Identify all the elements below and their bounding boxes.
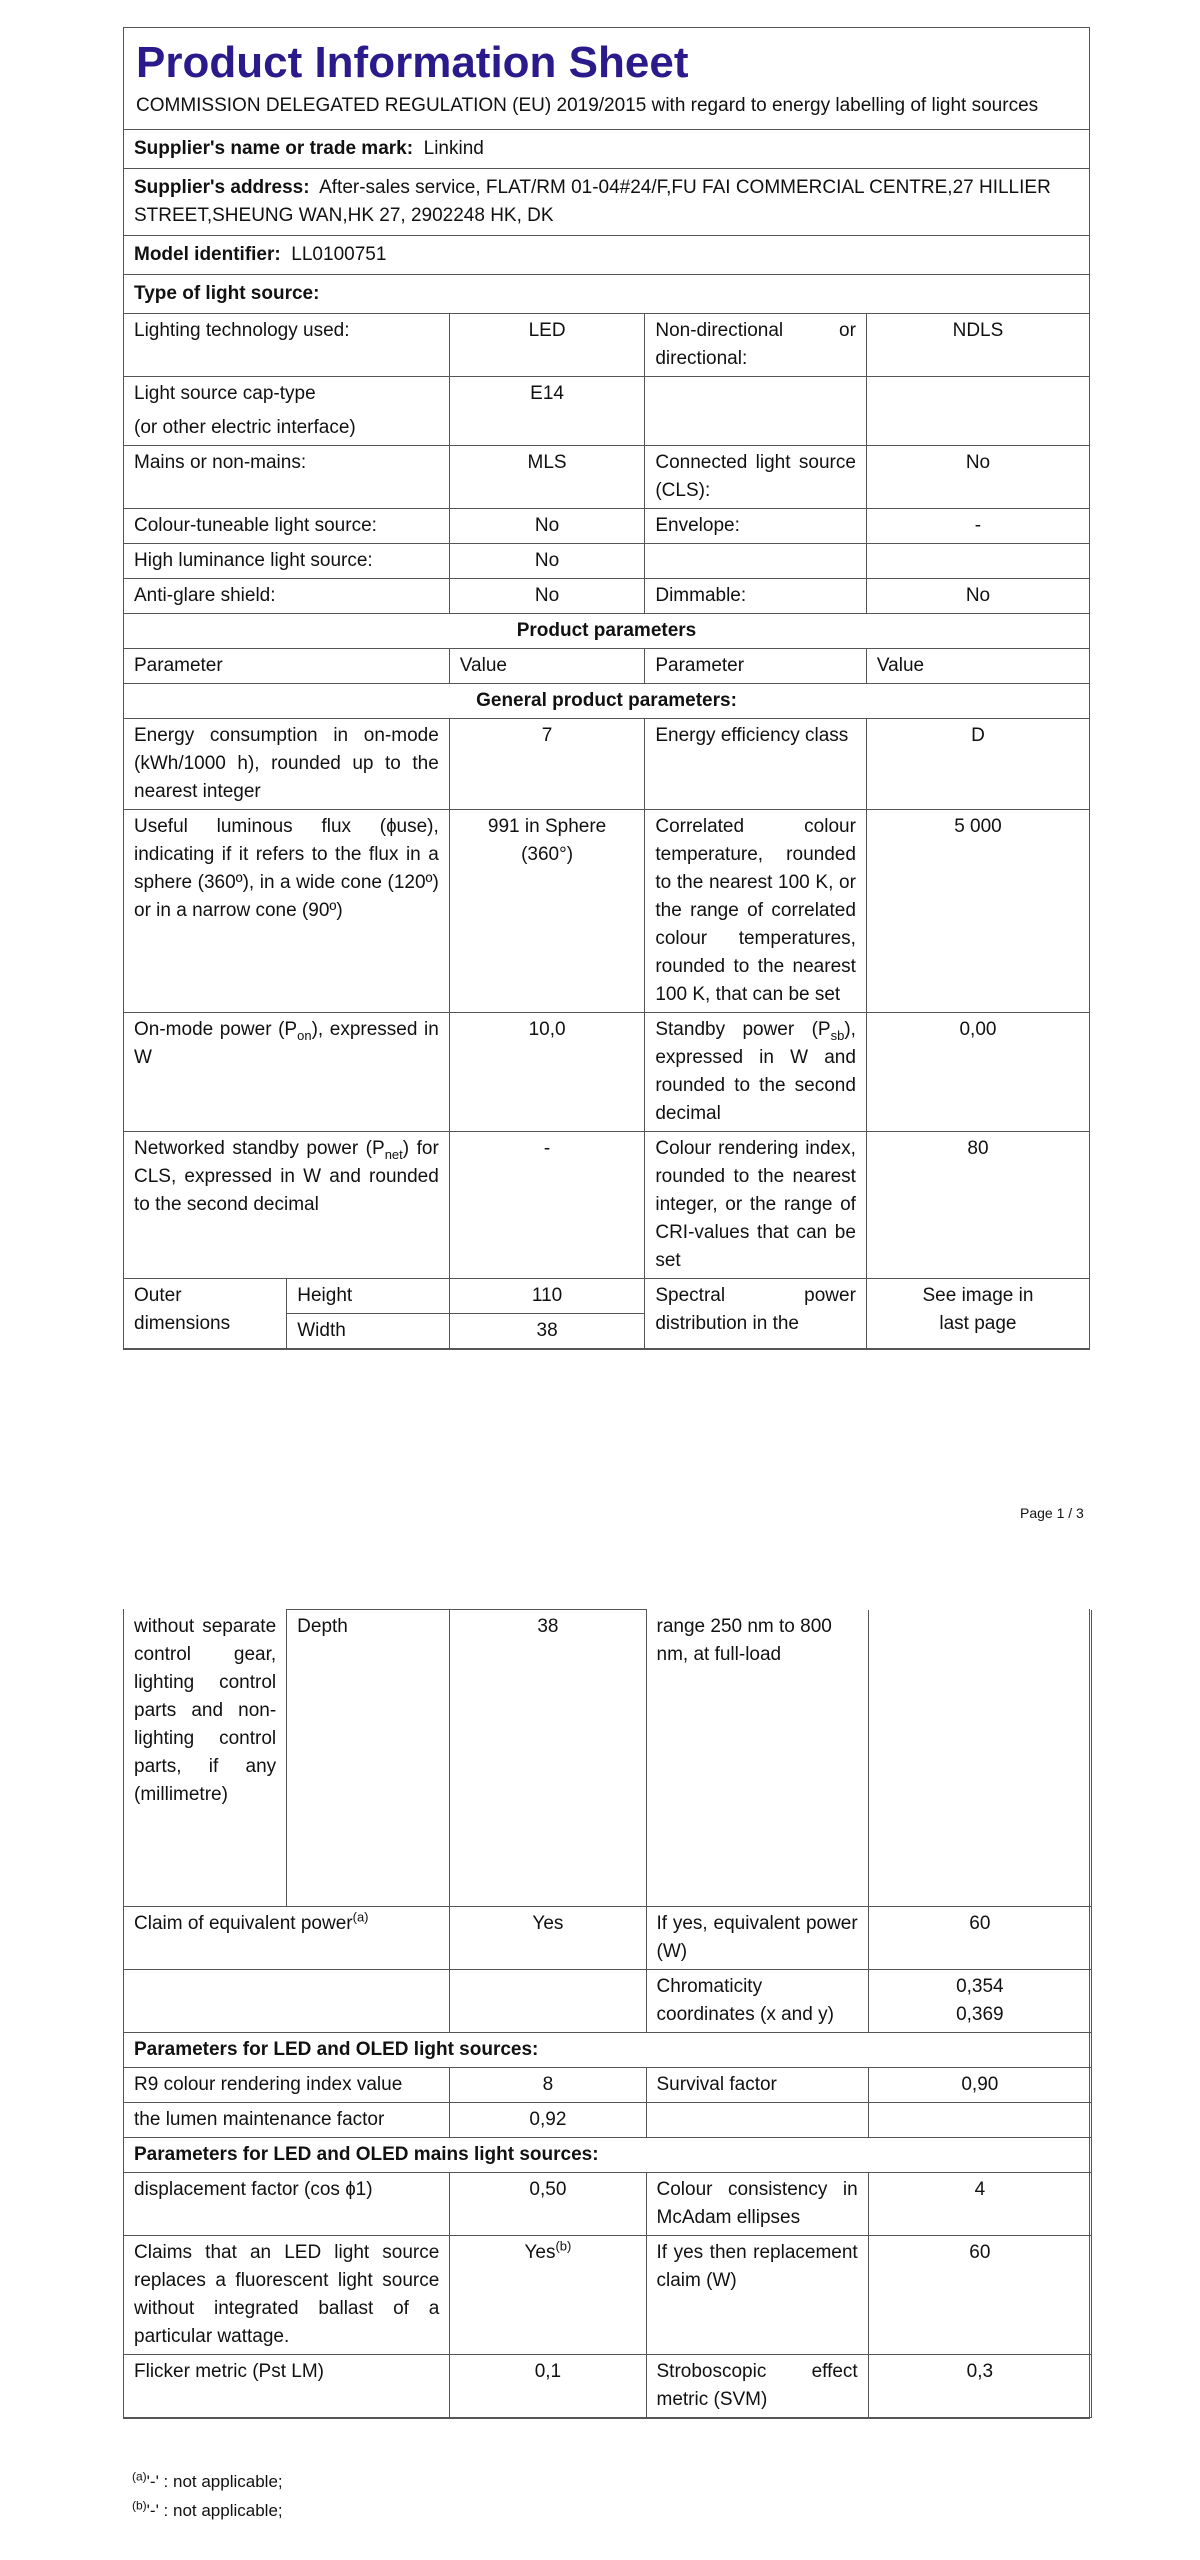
directional-value: NDLS xyxy=(866,314,1089,377)
high-luminance-value: No xyxy=(449,544,645,579)
envelope-value: - xyxy=(866,509,1089,544)
stroboscopic-value: 0,3 xyxy=(868,2354,1091,2417)
cap-type-value: E14 xyxy=(449,377,645,446)
page-number: Page 1 / 3 xyxy=(1020,1505,1084,1521)
footnote-a-marker: (a) xyxy=(352,1909,369,1925)
networked-standby-label xyxy=(124,1132,449,1279)
cri-label: Colour rendering index, rounded to the nearest integer, or the range of CRI-values that can be set xyxy=(645,1132,867,1279)
r9-value: 8 xyxy=(450,2067,646,2102)
on-mode-power-label-text: On-mode power (P xyxy=(134,1019,298,1040)
cls-label: Connected light source (CLS): xyxy=(645,446,867,509)
chromaticity-label: Chromaticity coordinates (x and y) xyxy=(646,1969,868,2032)
footnote-mark: (a) xyxy=(132,2469,147,2484)
energy-consumption-label: Energy consumption in on-mode (kWh/1000 h), rounded up to the nearest integer xyxy=(124,719,449,810)
cap-type-label-line1: Light source cap-type xyxy=(134,383,316,404)
footnote-mark: (b) xyxy=(132,2498,147,2513)
table-row xyxy=(124,1013,1089,1132)
empty-cell xyxy=(645,377,867,446)
networked-standby-label-tail: ) for CLS, expressed in W and rounded to the second decimal xyxy=(134,1138,439,1215)
standby-power-label xyxy=(645,1013,867,1132)
table-row xyxy=(124,446,1089,509)
replacement-claim-value: 60 xyxy=(868,2235,1091,2354)
energy-consumption-value: 7 xyxy=(449,719,645,810)
empty-cell xyxy=(450,1969,646,2032)
survival-factor-label: Survival factor xyxy=(646,2067,868,2102)
spd-value: See image in last page xyxy=(866,1279,1089,1349)
displacement-factor-label: displacement factor (cos ɸ1) xyxy=(124,2172,450,2235)
table-row xyxy=(124,579,1089,614)
on-mode-power-subscript: on xyxy=(297,1027,312,1043)
flicker-metric-value: 0,1 xyxy=(450,2354,646,2417)
empty-cell xyxy=(645,544,867,579)
footnote-text: '-' : not applicable; xyxy=(146,2501,283,2520)
equivalent-power-value: Yes xyxy=(450,1906,646,1969)
table-row xyxy=(124,2235,1092,2354)
outer-dimensions-label: Outer dimensions xyxy=(124,1279,287,1349)
height-value: 110 xyxy=(449,1279,645,1314)
column-header-value: Value xyxy=(866,649,1089,684)
luminous-flux-label: Useful luminous flux (ɸuse), indicating if it refers to the flux in a sphere (360º), in a wide cone (120º) or in a narrow cone (90º) xyxy=(124,810,449,1013)
empty-cell xyxy=(646,2102,868,2137)
spd-label-continued: range 250 nm to 800 nm, at full-load xyxy=(646,1610,868,1907)
footnote-b-marker: (b) xyxy=(555,2238,572,2254)
empty-cell xyxy=(868,2102,1091,2137)
chromaticity-x: 0,354 xyxy=(956,1975,1004,1997)
cri-value: 80 xyxy=(866,1132,1089,1279)
table-row xyxy=(124,544,1089,579)
survival-factor-value: 0,90 xyxy=(868,2067,1091,2102)
supplier-address-row xyxy=(124,169,1089,236)
empty-cell xyxy=(866,544,1089,579)
r9-label: R9 colour rendering index value xyxy=(124,2067,450,2102)
column-header-value: Value xyxy=(449,649,645,684)
table-row xyxy=(124,2172,1092,2235)
on-mode-power-label xyxy=(124,1013,449,1132)
fluorescent-claim-label: Claims that an LED light source replaces a fluorescent light source without integrated ballast of a particular wattage. xyxy=(124,2235,450,2354)
lumen-maintenance-label: the lumen maintenance factor xyxy=(124,2102,450,2137)
mains-value: MLS xyxy=(449,446,645,509)
cap-type-label-line2: (or other electric interface) xyxy=(134,417,356,438)
envelope-label: Envelope: xyxy=(645,509,867,544)
cct-value: 5 000 xyxy=(866,810,1089,1013)
table-row xyxy=(124,684,1089,719)
column-header-parameter: Parameter xyxy=(124,649,449,684)
networked-standby-subscript: net xyxy=(384,1146,403,1162)
colour-consistency-value: 4 xyxy=(868,2172,1091,2235)
page-2-sheet xyxy=(123,1609,1090,2419)
column-header-parameter: Parameter xyxy=(645,649,867,684)
cct-label: Correlated colour temperature, rounded to the nearest 100 K, or the range of correlated colour temperatures, rounded to the nearest 100 K, that can be set xyxy=(645,810,867,1013)
table-row xyxy=(124,2102,1092,2137)
standby-power-subscript: sb xyxy=(830,1027,845,1043)
lighting-technology-label: Lighting technology used: xyxy=(124,314,449,377)
displacement-factor-value: 0,50 xyxy=(450,2172,646,2235)
led-parameters-heading: Parameters for LED and OLED light sources: xyxy=(124,2032,1092,2067)
equivalent-power-w-label: If yes, equivalent power (W) xyxy=(646,1906,868,1969)
table-row xyxy=(124,719,1089,810)
anti-glare-value: No xyxy=(449,579,645,614)
standby-power-label-tail: ), expressed in W and rounded to the second decimal xyxy=(655,1019,856,1124)
on-mode-power-label-tail: ), expressed in W xyxy=(134,1019,439,1068)
flicker-metric-label: Flicker metric (Pst LM) xyxy=(124,2354,450,2417)
table-row xyxy=(124,314,1089,377)
colour-consistency-label: Colour consistency in McAdam ellipses xyxy=(646,2172,868,2235)
width-label: Width xyxy=(287,1314,450,1349)
width-value: 38 xyxy=(449,1314,645,1349)
light-source-type-heading: Type of light source: xyxy=(124,275,1089,314)
supplier-name-label: Supplier's name or trade mark: xyxy=(134,138,414,159)
stroboscopic-label: Stroboscopic effect metric (SVM) xyxy=(646,2354,868,2417)
height-label: Height xyxy=(287,1279,450,1314)
energy-class-label: Energy efficiency class xyxy=(645,719,867,810)
table-header-row xyxy=(124,649,1089,684)
table-row xyxy=(124,810,1089,1013)
standby-power-value: 0,00 xyxy=(866,1013,1089,1132)
table-row xyxy=(124,1610,1092,1907)
colour-tuneable-label: Colour-tuneable light source: xyxy=(124,509,449,544)
supplier-name-value: Linkind xyxy=(423,138,484,159)
title-block xyxy=(124,28,1089,130)
fluorescent-claim-value-text: Yes xyxy=(524,2241,556,2263)
directional-label: Non-directional or directional: xyxy=(645,314,867,377)
footnote-a xyxy=(132,2469,283,2492)
footnote-b xyxy=(132,2498,283,2521)
table-row xyxy=(124,2032,1092,2067)
cap-type-label xyxy=(124,377,449,446)
cls-value: No xyxy=(866,446,1089,509)
supplier-address-value: After-sales service, FLAT/RM 01-04#24/F,FU FAI COMMERCIAL CENTRE,27 HILLIER STREET,SHEUNG WAN,HK 27, 2902248 HK, DK xyxy=(134,177,1051,226)
energy-class-value: D xyxy=(866,719,1089,810)
general-parameters-heading: General product parameters: xyxy=(124,684,1089,719)
spd-label: Spectral power distribution in the xyxy=(645,1279,867,1349)
on-mode-power-value: 10,0 xyxy=(449,1013,645,1132)
depth-label: Depth xyxy=(287,1610,450,1907)
table-row xyxy=(124,2354,1092,2417)
empty-cell xyxy=(866,377,1089,446)
regulation-subtitle: COMMISSION DELEGATED REGULATION (EU) 2019/2015 with regard to energy labelling of light sources xyxy=(136,95,1039,116)
equivalent-power-w-value: 60 xyxy=(868,1906,1091,1969)
depth-value: 38 xyxy=(450,1610,646,1907)
table-row xyxy=(124,2067,1092,2102)
table-row xyxy=(124,1906,1092,1969)
chromaticity-y: 0,369 xyxy=(956,2003,1004,2025)
lighting-technology-value: LED xyxy=(449,314,645,377)
parameters-table-continued xyxy=(123,1609,1092,2418)
led-mains-parameters-heading: Parameters for LED and OLED mains light sources: xyxy=(124,2137,1092,2172)
page-title: Product Information Sheet xyxy=(136,38,689,87)
replacement-claim-label: If yes then replacement claim (W) xyxy=(646,2235,868,2354)
table-row xyxy=(124,1279,1089,1314)
table-row xyxy=(124,614,1089,649)
table-row xyxy=(124,1969,1092,2032)
dimmable-value: No xyxy=(866,579,1089,614)
product-parameters-heading: Product parameters xyxy=(124,614,1089,649)
high-luminance-label: High luminance light source: xyxy=(124,544,449,579)
page-1-sheet xyxy=(123,27,1090,1350)
luminous-flux-value: 991 in Sphere (360°) xyxy=(449,810,645,1013)
mains-label: Mains or non-mains: xyxy=(124,446,449,509)
equivalent-power-label xyxy=(124,1906,450,1969)
parameters-table xyxy=(124,314,1089,1349)
table-row xyxy=(124,377,1089,446)
chromaticity-value xyxy=(868,1969,1091,2032)
lumen-maintenance-value: 0,92 xyxy=(450,2102,646,2137)
supplier-address-label: Supplier's address: xyxy=(134,177,310,198)
table-row xyxy=(124,509,1089,544)
anti-glare-label: Anti-glare shield: xyxy=(124,579,449,614)
footnote-text: '-' : not applicable; xyxy=(146,2472,283,2491)
equivalent-power-label-text: Claim of equivalent power xyxy=(134,1912,353,1934)
outer-dimensions-label-continued: without separate control gear, lighting control parts and non-lighting control parts, if any (millimetre) xyxy=(124,1610,287,1907)
empty-cell xyxy=(124,1969,450,2032)
colour-tuneable-value: No xyxy=(449,509,645,544)
model-identifier-value: LL0100751 xyxy=(291,244,387,265)
spd-value-continued xyxy=(868,1610,1091,1907)
dimmable-label: Dimmable: xyxy=(645,579,867,614)
networked-standby-value: - xyxy=(449,1132,645,1279)
model-identifier-row xyxy=(124,236,1089,275)
standby-power-label-text: Standby power (P xyxy=(655,1019,831,1040)
supplier-name-row xyxy=(124,130,1089,169)
networked-standby-label-text: Networked standby power (P xyxy=(134,1138,385,1159)
model-identifier-label: Model identifier: xyxy=(134,244,281,265)
table-row xyxy=(124,1132,1089,1279)
table-row xyxy=(124,2137,1092,2172)
fluorescent-claim-value xyxy=(450,2235,646,2354)
